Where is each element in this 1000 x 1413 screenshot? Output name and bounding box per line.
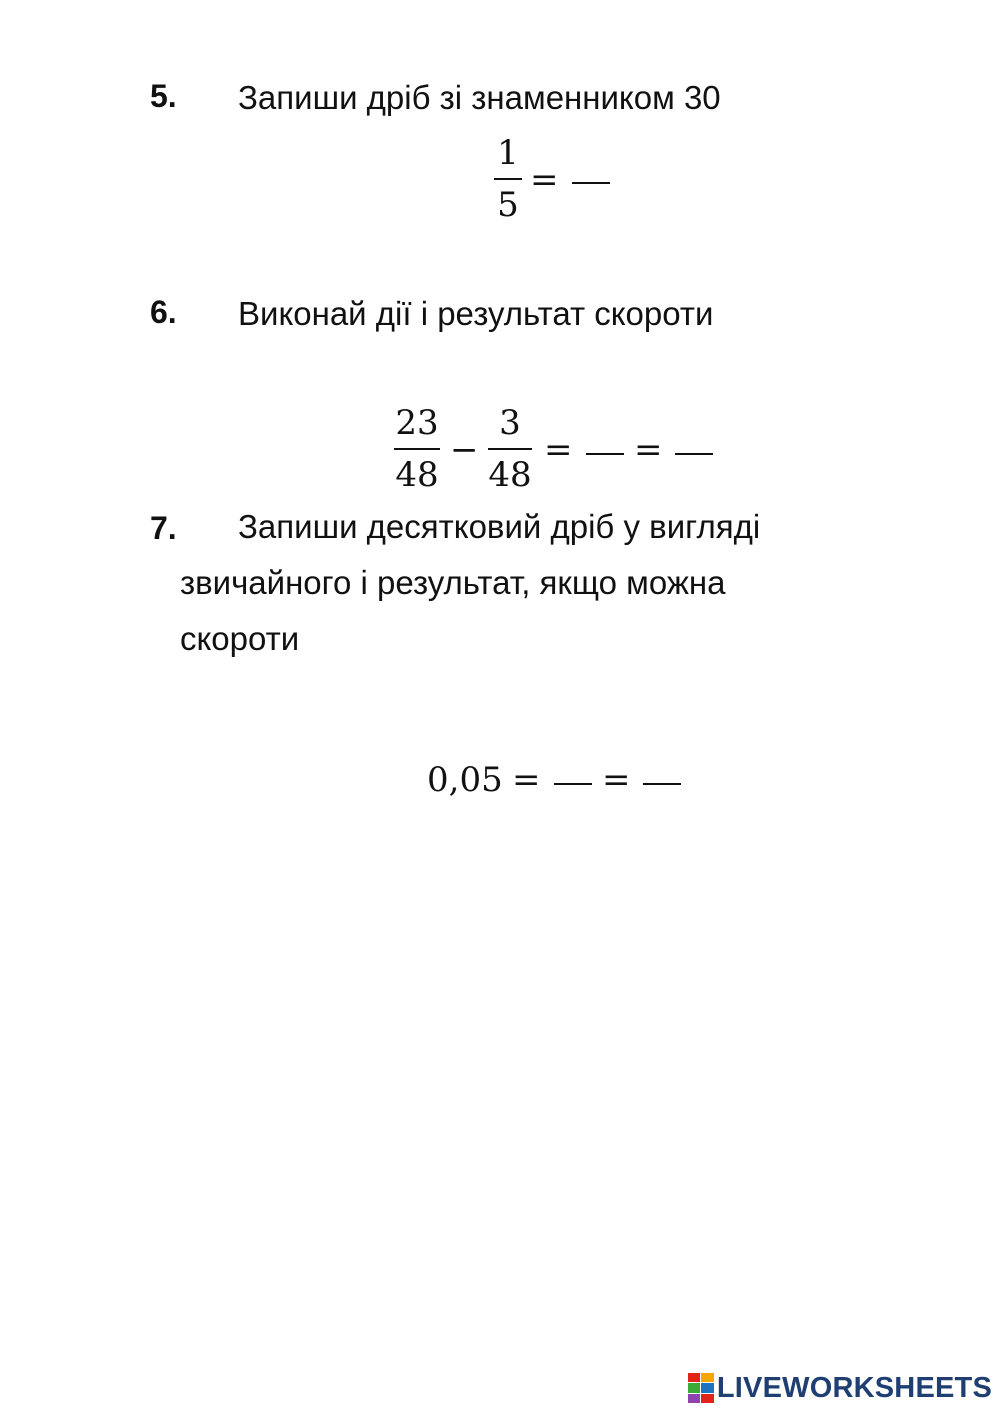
fraction-3-48	[488, 404, 532, 494]
logo-text: LIVEWORKSHEETS	[716, 1371, 992, 1404]
answer-blank-1[interactable]	[586, 453, 624, 455]
task-7-instruction-line-1: Запиши десятковий дріб у вигляді	[238, 508, 761, 545]
equals-sign: =	[544, 430, 573, 470]
decimal-value: 0,05	[427, 760, 503, 800]
fraction-bar	[494, 178, 522, 180]
task-7-instruction-line-2: звичайного і результат, якщо можна	[180, 564, 726, 601]
task-5-instruction: Запиши дріб зі знаменником 30	[238, 79, 721, 116]
task-7-instruction-line-3: скороти	[180, 620, 300, 657]
fraction-bar	[394, 448, 440, 450]
equals-sign: =	[512, 760, 541, 800]
minus-sign: −	[450, 430, 479, 470]
denominator: 48	[395, 455, 439, 495]
task-7-number: 7.	[150, 510, 177, 546]
logo-mark-icon	[688, 1373, 714, 1403]
equals-sign: =	[530, 160, 559, 200]
task-6-number: 6.	[150, 294, 177, 330]
fraction-bar	[488, 448, 532, 450]
answer-blank-1[interactable]	[554, 783, 592, 785]
task-5-number: 5.	[150, 78, 177, 114]
equals-sign: =	[634, 430, 663, 470]
denominator: 48	[488, 455, 532, 495]
denominator: 5	[497, 185, 519, 225]
answer-blank-2[interactable]	[675, 453, 713, 455]
numerator: 23	[395, 403, 439, 443]
fraction-23-48	[394, 404, 440, 494]
answer-blank-2[interactable]	[643, 783, 681, 785]
numerator: 1	[497, 133, 519, 173]
liveworksheets-logo	[688, 1371, 992, 1405]
answer-blank[interactable]	[572, 182, 610, 184]
numerator: 3	[499, 403, 521, 443]
task-6-instruction: Виконай дії і результат скороти	[238, 295, 714, 332]
equals-sign: =	[602, 760, 631, 800]
fraction-1-5	[494, 134, 522, 224]
